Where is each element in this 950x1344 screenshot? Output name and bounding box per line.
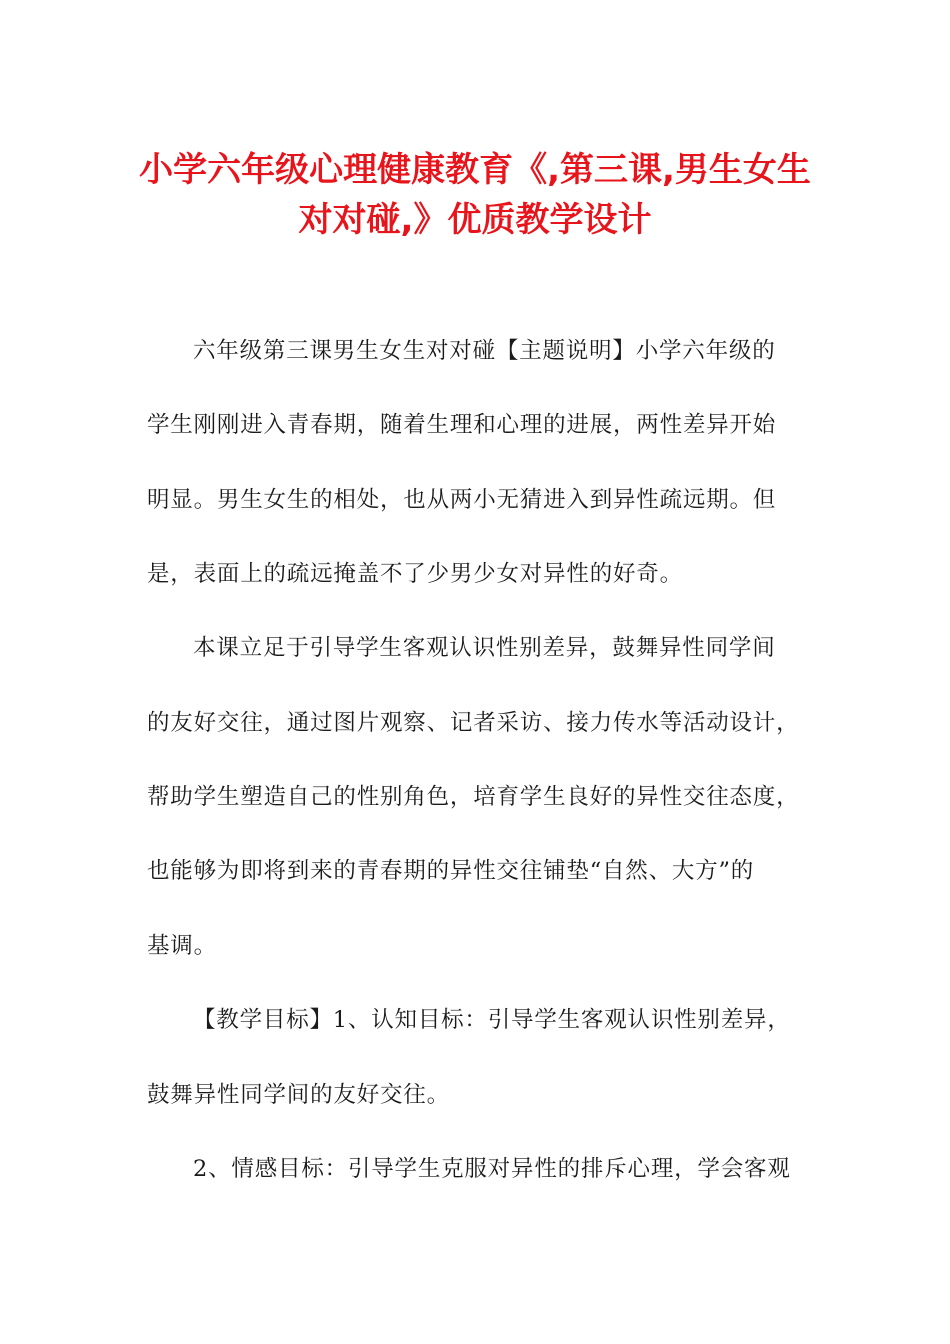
paragraph-4-line-1: 2、情感目标：引导学生克服对异性的排斥心理，学会客观 [193,1156,791,1182]
document-title-line-1: 小学六年级心理健康教育《,第三课,男生女生 [139,150,811,190]
paragraph-3-line-1: 【教学目标】1、认知目标：引导学生客观认识性别差异， [193,1007,791,1033]
paragraph-3-line-2: 鼓舞异性同学间的友好交往。 [147,1082,450,1108]
paragraph-2-line-1: 本课立足于引导学生客观认识性别差异，鼓舞异性同学间 [193,635,776,661]
paragraph-2-line-4: 也能够为即将到来的青春期的异性交往铺垫“自然、大方”的 [147,858,755,884]
paragraph-1-line-2: 学生刚刚进入青春期，随着生理和心理的进展，两性差异开始 [147,412,777,438]
paragraph-2-line-3: 帮助学生塑造自己的性别角色，培育学生良好的异性交往态度， [147,784,800,810]
paragraph-1-line-4: 是，表面上的疏远掩盖不了少男少女对异性的好奇。 [147,561,683,587]
paragraph-2-line-5: 基调。 [147,933,217,959]
paragraph-1-line-3: 明显。男生女生的相处，也从两小无猜进入到异性疏远期。但 [147,487,777,513]
document-title-line-2: 对对碰,》优质教学设计 [298,200,652,240]
paragraph-2-line-2: 的友好交往，通过图片观察、记者采访、接力传水等活动设计， [147,710,800,736]
paragraph-1-line-1: 六年级第三课男生女生对对碰【主题说明】小学六年级的 [193,338,776,364]
